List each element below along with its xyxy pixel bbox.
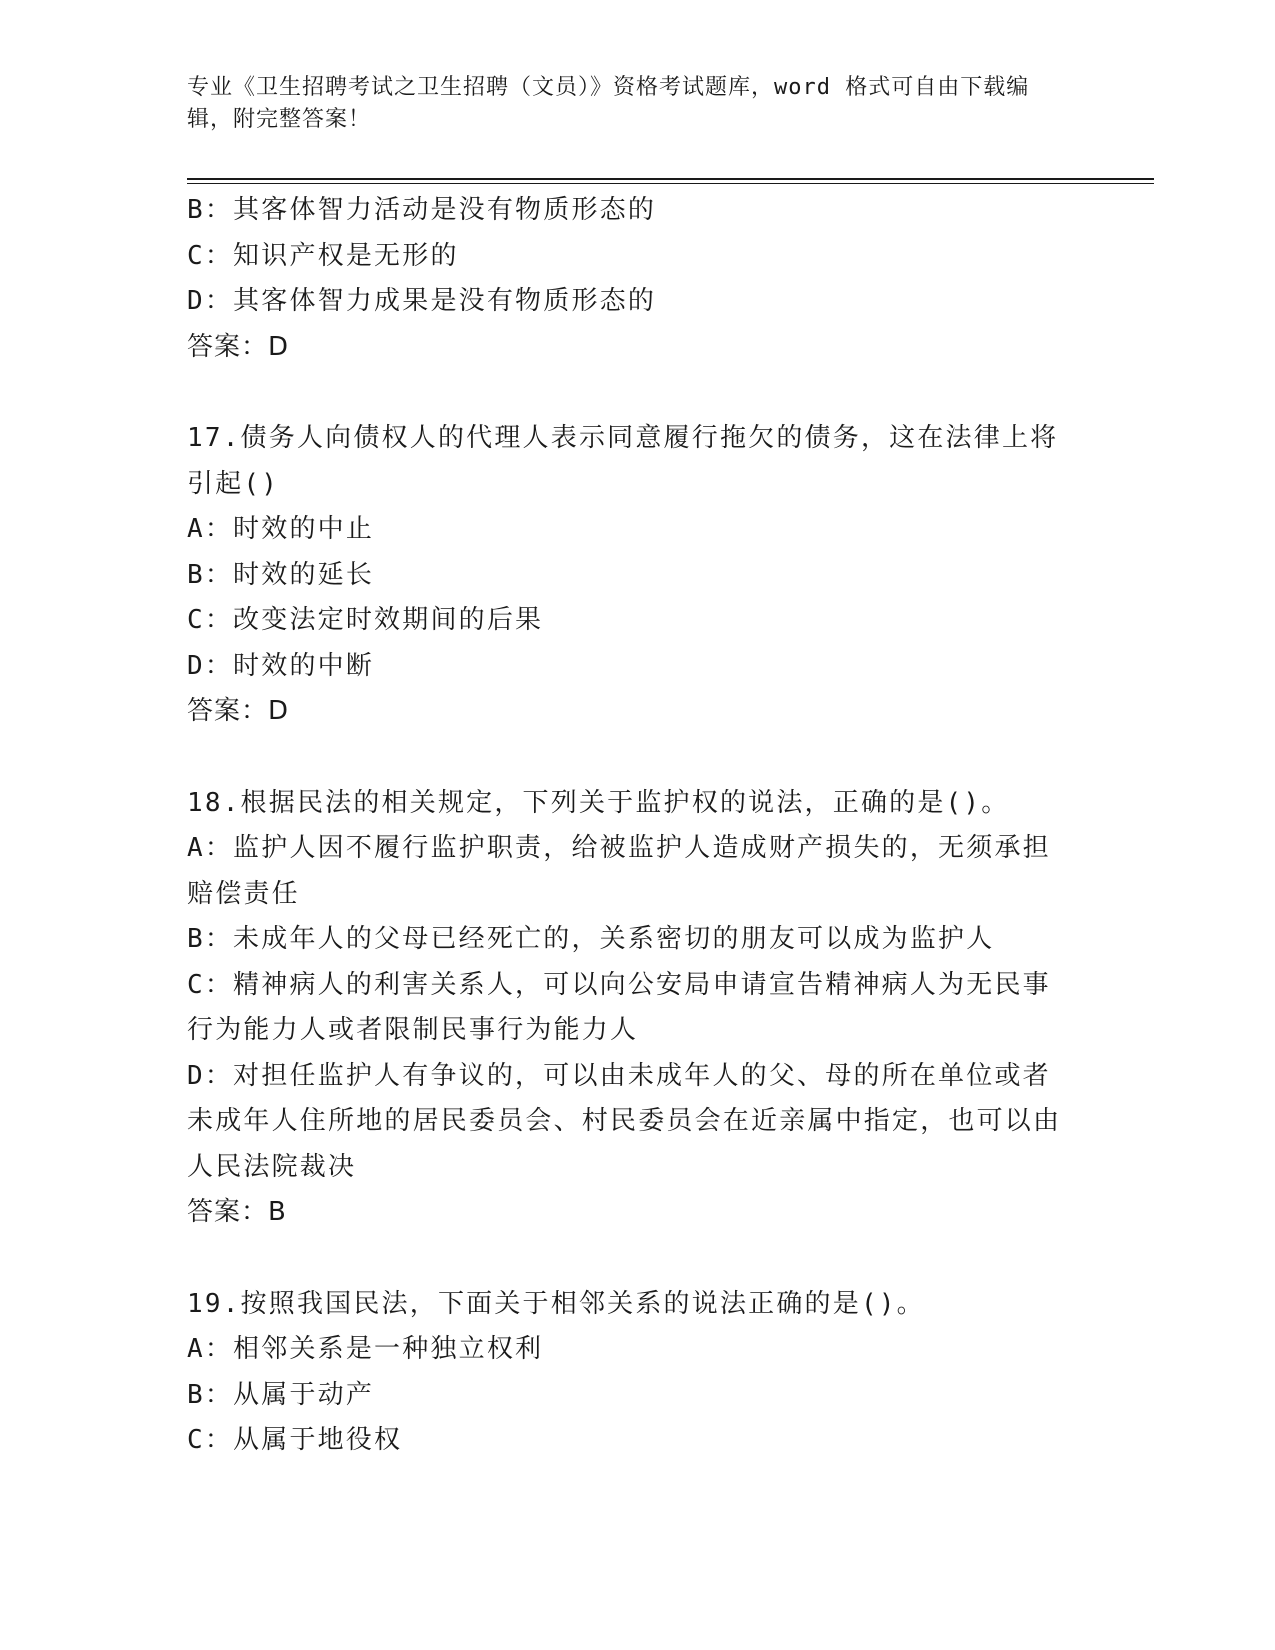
question-19 — [187, 1282, 1077, 1464]
option-c: C：精神病人的利害关系人，可以向公安局申请宣告精神病人为无民事行为能力人或者限制民事行为能力人 — [187, 969, 1051, 1045]
option-b: B：时效的延长 — [187, 559, 375, 590]
option-d: D：时效的中断 — [187, 650, 375, 681]
document-header: 专业《卫生招聘考试之卫生招聘（文员）》资格考试题库，word 格式可自由下载编辑，附完整答案！ — [187, 75, 1030, 132]
option-c: C：知识产权是无形的 — [187, 240, 459, 271]
header-divider — [187, 178, 1154, 180]
option-c: C：从属于地役权 — [187, 1425, 403, 1455]
option-d: D：其客体智力成果是没有物质形态的 — [187, 286, 657, 316]
question-list — [187, 188, 1077, 1464]
question-stem: 17.债务人向债权人的代理人表示同意履行拖欠的债务，这在法律上将引起() — [187, 423, 1059, 499]
option-b: B：从属于动产 — [187, 1379, 375, 1410]
option-a: A：相邻关系是一种独立权利 — [187, 1334, 544, 1364]
option-d: D：对担任监护人有争议的，可以由未成年人的父、母的所在单位或者未成年人住所地的居民委员会、村民委员会在近亲属中指定，也可以由人民法院裁决 — [187, 1060, 1062, 1182]
spacer — [187, 370, 1077, 416]
question-stem: 18.根据民法的相关规定，下列关于监护权的说法，正确的是()。 — [187, 787, 1010, 818]
answer: 答案：D — [187, 331, 290, 362]
question-18 — [187, 781, 1077, 1236]
prev-question — [187, 188, 1077, 370]
question-stem: 19.按照我国民法，下面关于相邻关系的说法正确的是()。 — [187, 1288, 925, 1319]
option-c: C：改变法定时效期间的后果 — [187, 605, 544, 635]
header-divider-thin — [187, 183, 1154, 184]
option-a: A：监护人因不履行监护职责，给被监护人造成财产损失的，无须承担赔偿责任 — [187, 833, 1051, 909]
question-17 — [187, 416, 1077, 735]
spacer — [187, 1236, 1077, 1282]
spacer — [187, 735, 1077, 781]
answer: 答案：D — [187, 696, 290, 726]
option-b: B：未成年人的父母已经死亡的，关系密切的朋友可以成为监护人 — [187, 924, 995, 954]
answer: 答案：B — [187, 1197, 287, 1227]
option-a: A：时效的中止 — [187, 514, 375, 544]
option-b: B：其客体智力活动是没有物质形态的 — [187, 195, 657, 225]
